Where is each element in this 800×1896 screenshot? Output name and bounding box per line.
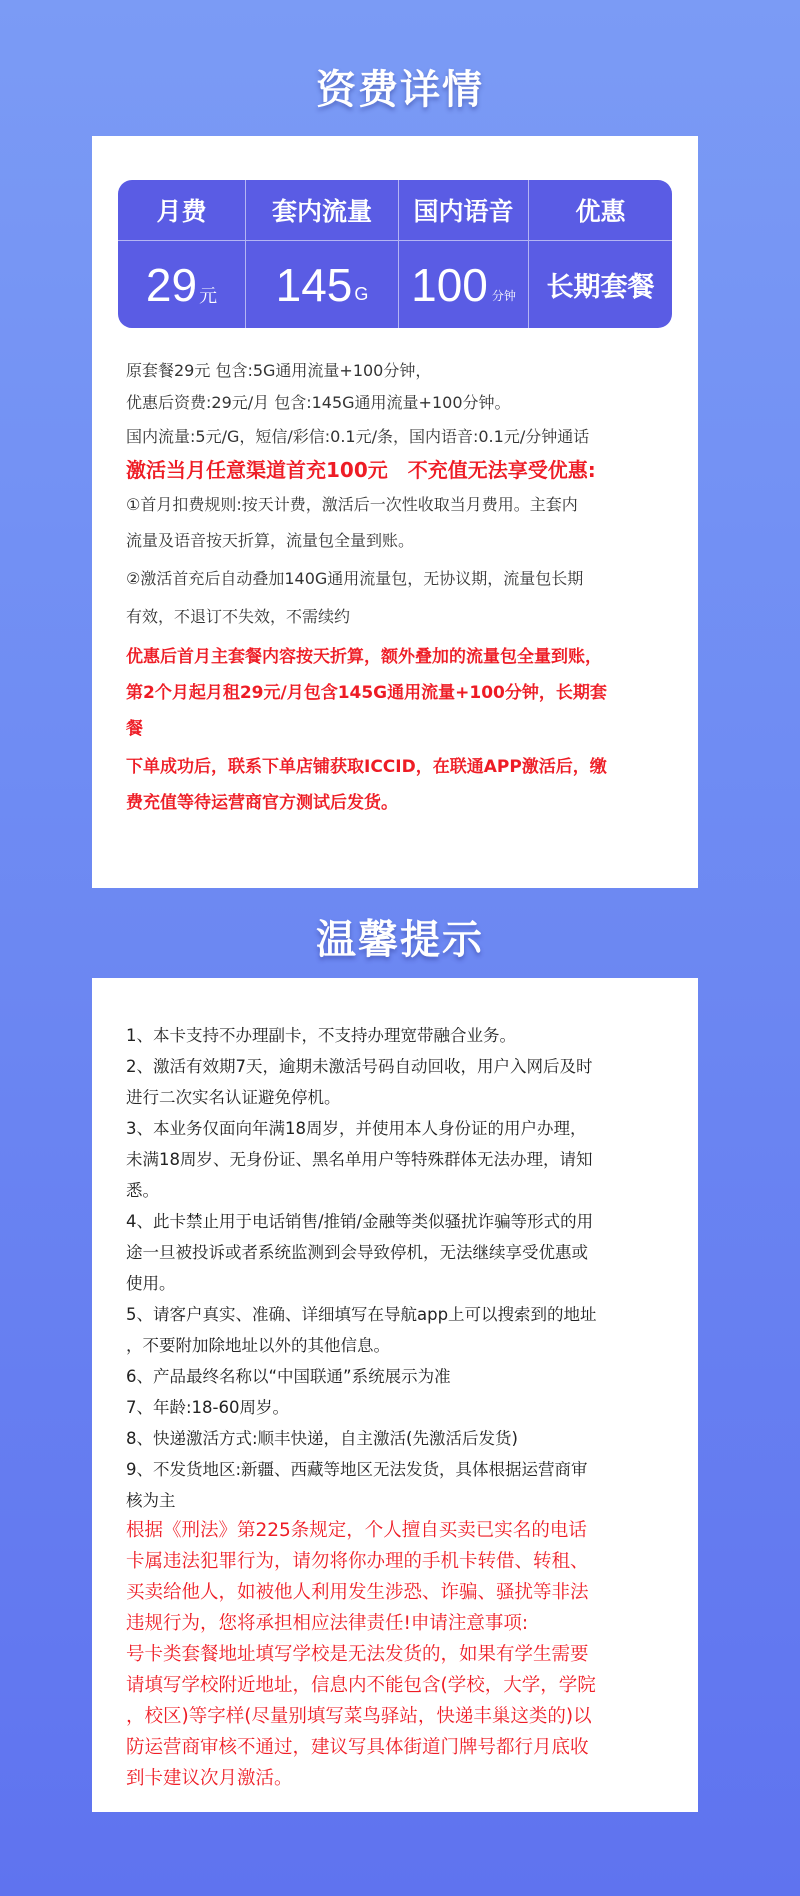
voice-number: 100 bbox=[411, 258, 488, 311]
tip-line: 未满18周岁、无身份证、黑名单用户等特殊群体无法办理，请知 bbox=[126, 1150, 593, 1169]
fee-details-card bbox=[92, 136, 698, 888]
legal-warning-line: 防运营商审核不通过，建议写具体街道门牌号都行月底收 bbox=[126, 1737, 589, 1758]
fee-line: ①首月扣费规则:按天计费，激活后一次性收取当月费用。主套内 bbox=[126, 495, 578, 514]
tip-line: 途一旦被投诉或者系统监测到会导致停机，无法继续享受优惠或 bbox=[126, 1243, 588, 1262]
monthly-fee-number: 29 bbox=[145, 258, 198, 311]
fee-line: 原套餐29元 包含:5G通用流量+100分钟， bbox=[126, 361, 432, 380]
fee-line-highlight: 激活当月任意渠道首充100元 不充值无法享受优惠: bbox=[126, 458, 596, 482]
voice-unit: 分钟 bbox=[491, 289, 516, 303]
fee-line: 流量及语音按天折算，流量包全量到账。 bbox=[126, 531, 415, 550]
header-voice: 国内语音 bbox=[399, 180, 529, 241]
fee-line: 优惠后资费:29元/月 包含:145G通用流量+100分钟。 bbox=[126, 393, 511, 412]
legal-warning-line: 请填写学校附近地址，信息内不能包含(学校，大学，学院 bbox=[126, 1675, 596, 1696]
legal-warning-line: 根据《刑法》第225条规定，个人擅自买卖已实名的电话 bbox=[126, 1520, 587, 1541]
monthly-fee-value bbox=[118, 241, 246, 328]
tip-line: 8、快递激活方式:顺丰快递，自主激活(先激活后发货) bbox=[126, 1429, 518, 1448]
header-monthly-fee: 月费 bbox=[118, 180, 246, 241]
fee-section-title: 资费详情 bbox=[316, 67, 484, 113]
tip-line: 使用。 bbox=[126, 1274, 176, 1293]
legal-warning-line: 买卖给他人，如被他人利用发生涉恐、诈骗、骚扰等非法 bbox=[126, 1582, 589, 1603]
fee-line-red: 第2个月起月租29元/月包含145G通用流量+100分钟，长期套 bbox=[126, 683, 607, 703]
fee-line-red: 优惠后首月主套餐内容按天折算，额外叠加的流量包全量到账， bbox=[126, 647, 602, 667]
monthly-fee-unit: 元 bbox=[199, 285, 218, 306]
legal-warning-line: 违规行为，您将承担相应法律责任!申请注意事项: bbox=[126, 1613, 529, 1634]
tip-line: 悉。 bbox=[126, 1181, 159, 1200]
tip-line: 1、本卡支持不办理副卡，不支持办理宽带融合业务。 bbox=[126, 1026, 516, 1045]
legal-warning-line: 卡属违法犯罪行为，请勿将你办理的手机卡转借、转租、 bbox=[126, 1551, 589, 1572]
fee-line-red: 下单成功后，联系下单店铺获取ICCID，在联通APP激活后，缴 bbox=[126, 757, 607, 777]
tip-line: ，不要附加除地址以外的其他信息。 bbox=[126, 1336, 390, 1355]
fee-line: 国内流量:5元/G，短信/彩信:0.1元/条，国内语音:0.1元/分钟通话 bbox=[126, 427, 590, 446]
tips-card bbox=[92, 978, 698, 1812]
plan-table bbox=[118, 180, 672, 328]
tip-line: 5、请客户真实、准确、详细填写在导航app上可以搜索到的地址 bbox=[126, 1305, 597, 1324]
promo-value: 长期套餐 bbox=[546, 272, 655, 303]
data-unit: G bbox=[354, 284, 369, 304]
tip-line: 9、不发货地区:新疆、西藏等地区无法发货，具体根据运营商审 bbox=[126, 1460, 588, 1479]
data-number: 145 bbox=[275, 258, 353, 311]
fee-line: ②激活首充后自动叠加140G通用流量包，无协议期，流量包长期 bbox=[126, 569, 584, 588]
tip-line: 6、产品最终名称以“中国联通”系统展示为准 bbox=[126, 1367, 451, 1386]
tip-line: 4、此卡禁止用于电话销售/推销/金融等类似骚扰诈骗等形式的用 bbox=[126, 1212, 594, 1231]
tip-line: 核为主 bbox=[126, 1491, 176, 1510]
legal-warning-line: ，校区)等字样(尽量别填写菜鸟驿站，快递丰巢这类的)以 bbox=[126, 1706, 592, 1727]
legal-warning-line: 号卡类套餐地址填写学校是无法发货的，如果有学生需要 bbox=[126, 1644, 589, 1665]
tip-line: 进行二次实名认证避免停机。 bbox=[126, 1088, 341, 1107]
tips-section-title: 温馨提示 bbox=[316, 917, 484, 963]
tip-line: 7、年龄:18-60周岁。 bbox=[126, 1398, 290, 1417]
legal-warning-line: 到卡建议次月激活。 bbox=[126, 1768, 293, 1789]
tip-line: 3、本业务仅面向年满18周岁，并使用本人身份证的用户办理， bbox=[126, 1119, 587, 1138]
voice-value bbox=[399, 241, 529, 328]
fee-line-red: 费充值等待运营商官方测试后发货。 bbox=[126, 793, 398, 813]
tip-line: 2、激活有效期7天，逾期未激活号码自动回收，用户入网后及时 bbox=[126, 1057, 593, 1076]
header-data: 套内流量 bbox=[246, 180, 399, 241]
fee-line: 有效，不退订不失效，不需续约 bbox=[126, 607, 351, 626]
fee-line-red: 餐 bbox=[126, 719, 143, 739]
header-promo: 优惠 bbox=[529, 180, 672, 241]
data-value bbox=[246, 241, 399, 328]
